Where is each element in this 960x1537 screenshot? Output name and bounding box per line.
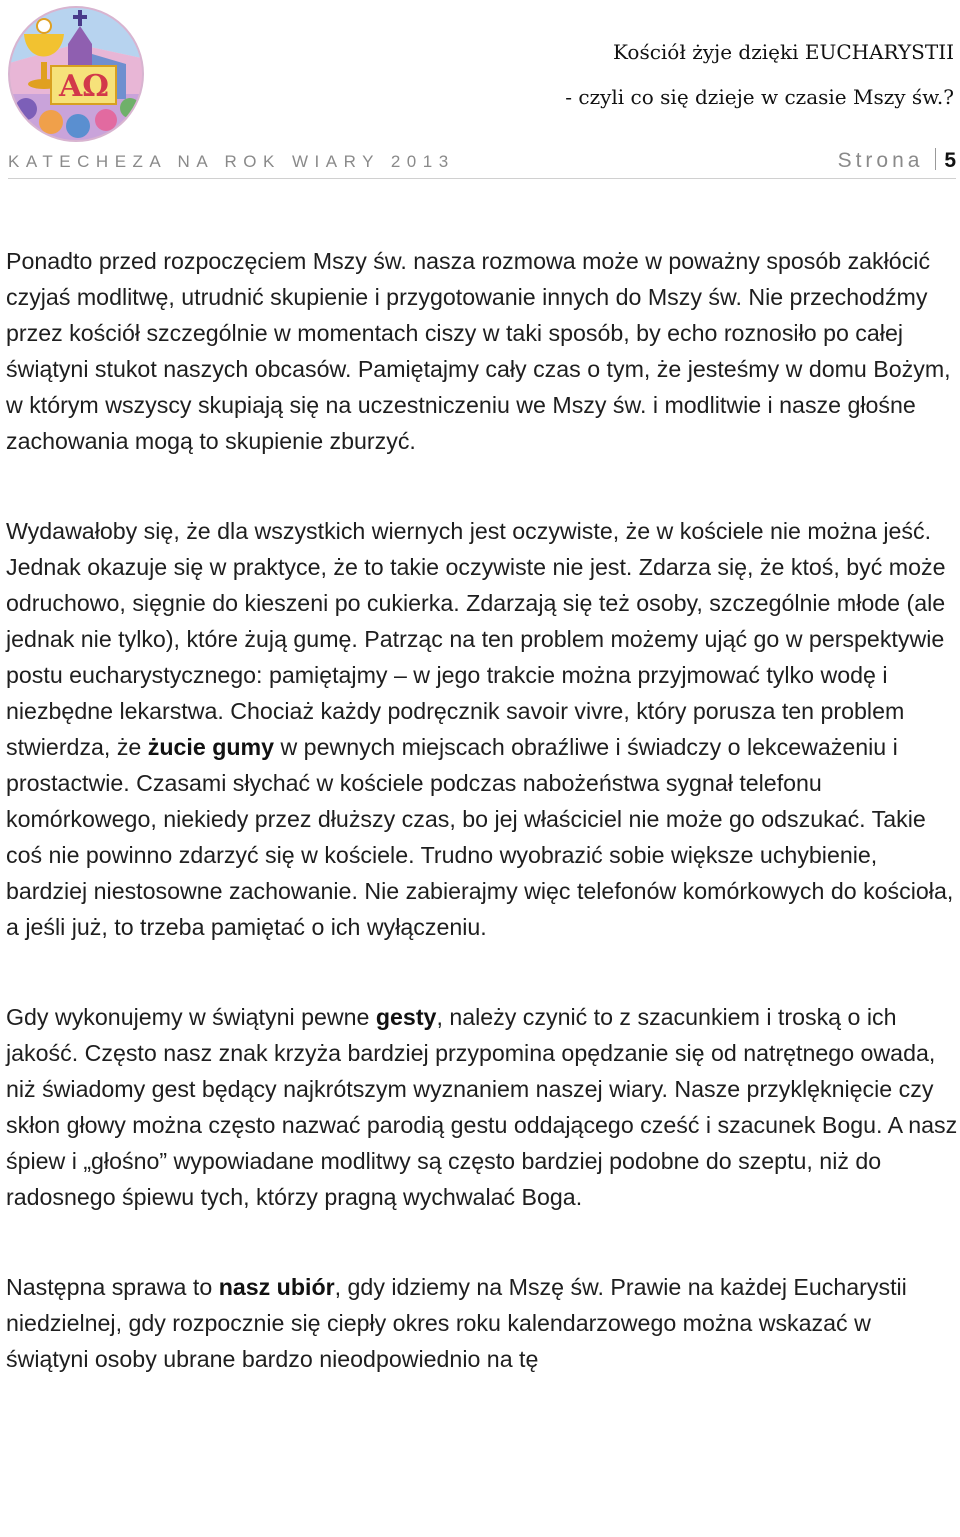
series-label: KATECHEZA NA ROK WIARY 2013 (8, 152, 455, 171)
document-title (565, 30, 954, 120)
alpha-omega-chalice-logo (6, 4, 146, 144)
paragraph (6, 513, 958, 945)
page-label: Strona (837, 149, 924, 172)
logo-lettering: AΩ (59, 69, 109, 104)
page-indicator (838, 148, 956, 173)
bold-text-run: żucie gumy (147, 734, 275, 760)
page-header-bar (8, 148, 956, 179)
page-separator (935, 148, 936, 170)
bold-text-run: nasz ubiór (218, 1274, 335, 1300)
bold-text-run: gesty (375, 1004, 437, 1030)
document-body (6, 243, 958, 1377)
page-number: 5 (944, 149, 956, 172)
text-run: Następna sprawa to (6, 1274, 219, 1300)
text-run: , należy czynić to z szacunkiem i troską o ich jakość. Często nasz znak krzyża bardziej przypomina opędzanie się od natrętnego owada, niż świadomy gest będący najkrótszym wyznaniem naszej wiary. Nasze przyklęknięcie czy skłon głowy można często nazwać parodią gestu oddającego cześć i szacunek Bogu. A nasz śpiew i „głośno” wypowiadane modlitwy są często bardziej podobne do szeptu, niż do radosnego śpiewu tych, którzy pragną wychwalać Boga. (6, 1004, 958, 1210)
paragraph (6, 1269, 958, 1377)
text-run: Ponadto przed rozpoczęciem Mszy św. nasza rozmowa może w poważny sposób zakłócić czyjaś modlitwę, utrudnić skupienie i przygotowanie innych do Mszy św. Nie przechodźmy przez kościół szczególnie w momentach ciszy w taki sposób, by echo roznosiło po całej świątyni stukot naszych obcasów. Pamiętajmy cały czas o tym, że jesteśmy w domu Bożym, w którym wszyscy skupiają się na uczestniczeniu we Mszy św. i modlitwie i nasze głośne zachowania mogą to skupienie zburzyć. (6, 248, 951, 454)
paragraph (6, 243, 958, 459)
text-run: Wydawałoby się, że dla wszystkich wiernych jest oczywiste, że w kościele nie można jeść. Jednak okazuje się w praktyce, że to takie oczywiste nie jest. Zdarza się, że ktoś, być może odruchowo, sięgnie do kieszeni po cukierka. Zdarzają się też osoby, szczególnie młode (ale jednak nie tylko), które żują gumę. Patrząc na ten problem możemy ująć go w perspektywie postu eucharystycznego: pamiętajmy – w jego trakcie można przyjmować tylko wodę i niezbędne lekarstwa. Chociaż każdy podręcznik savoir vivre, który porusza ten problem stwierdza, że (6, 518, 946, 760)
text-run: , gdy idziemy na Mszę św. Prawie na każdej Eucharystii niedzielnej, gdy rozpocznie się ciepły okres roku kalendarzowego można wskazać w świątyni osoby ubrane bardzo nieodpowiednio na tę (6, 1274, 907, 1372)
title-line-1: Kościół żyje dzięki EUCHARYSTII (613, 40, 954, 64)
text-run: w pewnych miejscach obraźliwe i świadczy o lekceważeniu i prostactwie. Czasami słychać w kościele podczas nabożeństwa sygnał telefonu komórkowego, niekiedy przez dłuższy czas, bo jej właściciel nie może go odszukać. Takie coś nie powinno zdarzyć się w kościele. Trudno wyobrazić sobie większe uchybienie, bardziej niestosowne zachowanie. Nie zabierajmy więc telefonów komórkowych do kościoła, a jeśli już, to trzeba pamiętać o ich wyłączeniu. (6, 734, 954, 940)
title-line-2: - czyli co się dzieje w czasie Mszy św.? (565, 85, 954, 109)
text-run: Gdy wykonujemy w świątyni pewne (6, 1004, 376, 1030)
paragraph (6, 999, 958, 1215)
